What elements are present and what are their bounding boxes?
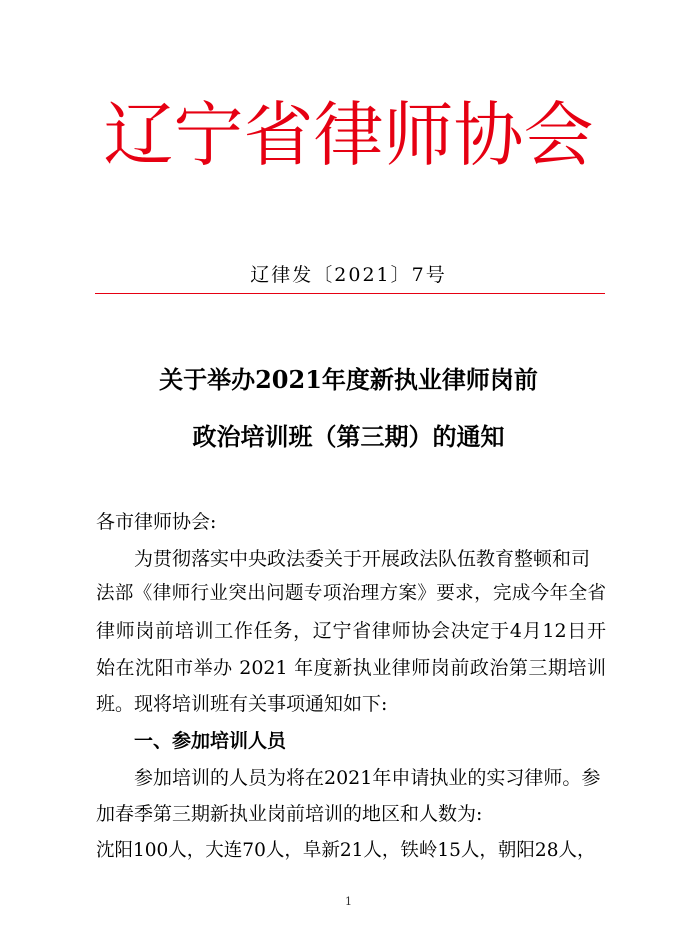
salutation: 各市律师协会: [96, 511, 217, 533]
paragraph-2-line-3: 沈阳100人，大连70人，阜新21人，铁岭15人，朝阳28人， [96, 840, 596, 861]
organization-letterhead: 辽宁省律师协会 [103, 94, 594, 176]
section-1-heading: 一、参加培训人员 [134, 730, 287, 752]
paragraph-1-line-2: 法部《律师行业突出问题专项治理方案》要求，完成今年全省 [96, 583, 606, 604]
document-number: 辽律发〔2021〕7号 [250, 264, 447, 286]
paragraph-2-line-2: 加春季第三期新执业岗前培训的地区和人数为: [96, 803, 483, 825]
paragraph-1-line-4: 始在沈阳市举办 2021 年度新执业律师岗前政治第三期培训 [96, 657, 606, 679]
red-divider-line [95, 293, 605, 294]
paragraph-1-line-5: 班。现将培训班有关事项通知如下: [96, 693, 388, 715]
notice-title-line-2: 政治培训班（第三期）的通知 [192, 422, 505, 451]
notice-title-line-1: 关于举办2021年度新执业律师岗前 [159, 365, 538, 394]
paragraph-1-line-1: 为贯彻落实中央政法委关于开展政法队伍教育整顿和司 [134, 548, 591, 570]
paragraph-1-line-3: 律师岗前培训工作任务，辽宁省律师协会决定于4月12日开 [96, 620, 606, 642]
paragraph-2-line-1: 参加培训的人员为将在2021年申请执业的实习律师。参 [134, 767, 601, 789]
page-number: 1 [345, 895, 352, 908]
